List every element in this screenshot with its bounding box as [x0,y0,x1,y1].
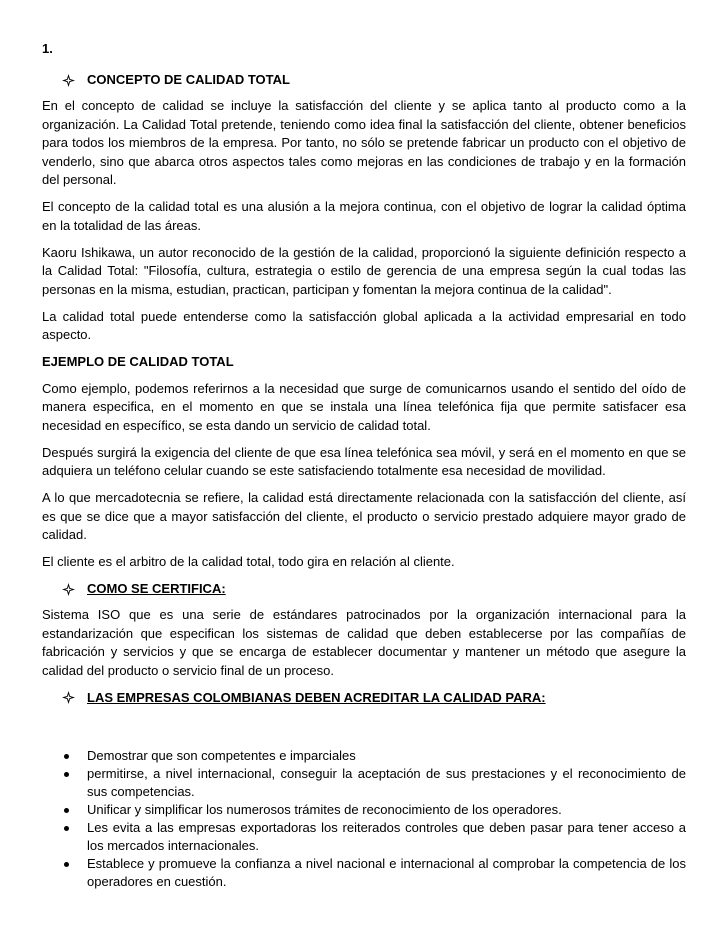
heading-concepto [62,71,686,89]
heading-text: LAS EMPRESAS COLOMBIANAS DEBEN ACREDITAR LA CALIDAD PARA: [87,689,546,705]
list-item [42,765,686,801]
paragraph: La calidad total puede entenderse como la satisfacción global aplicada a la actividad empresarial en todo aspecto. [42,308,686,342]
heading-certifica [62,580,686,598]
bullet-list [42,747,686,891]
bullet-dot-icon [64,772,69,777]
bullet-dot-icon [64,826,69,831]
diamond-bullet-icon [62,691,80,704]
diamond-bullet-icon [62,74,80,87]
paragraph: Después surgirá la exigencia del cliente de que esa línea telefónica sea móvil, y será en el momento en que se adquiera un teléfono celular cuando se este satisfaciendo totalmente esa necesidad de movilidad. [42,444,686,478]
list-item [42,855,686,891]
list-item-text: permitirse, a nivel internacional, conseguir la aceptación de sus prestaciones y el reconocimiento de sus competencias. [87,765,686,799]
paragraph: Kaoru Ishikawa, un autor reconocido de la gestión de la calidad, proporcionó la siguiente definición respecto a la Calidad Total: "Filosofía, cultura, estrategia o estilo de gerencia de una empresa según la cual todas las personas en la misma, estudian, practican, participan y fomentan la mejora continua de la calidad". [42,244,686,297]
paragraph: Sistema ISO que es una serie de estándares patrocinados por la organización internacional para la estandarización que especifican los sistemas de calidad que deben establecerse por las compañías de fabricación y servicios y que se encarga de establecer documentar y mantener un método que asegure la calidad del producto o servicio final de un proceso. [42,607,686,678]
heading-text: CONCEPTO DE CALIDAD TOTAL [87,72,290,87]
diamond-bullet-icon [62,583,80,596]
list-item [42,819,686,855]
bullet-dot-icon [64,808,69,813]
list-item [42,747,686,765]
bullet-dot-icon [64,862,69,867]
heading-ejemplo: EJEMPLO DE CALIDAD TOTAL [42,354,234,369]
heading-text: COMO SE CERTIFICA: [87,581,226,596]
document-page [42,40,686,891]
list-item-text: Les evita a las empresas exportadoras los reiterados controles que deben pasar para tener acceso a los mercados internacionales. [87,819,686,853]
paragraph: En el concepto de calidad se incluye la satisfacción del cliente y se aplica tanto al producto como a la organización. La Calidad Total pretende, teniendo como idea final la satisfacción del cliente, obtener beneficios para todos los miembros de la empresa. Por tanto, no sólo se pretende fabricar un producto con el objetivo de venderlo, sino que abarca otros aspectos tales como mejoras en las condiciones de trabajo y en la formación del personal. [42,98,686,187]
heading-empresas [62,689,686,707]
section-number: 1. [42,41,53,56]
paragraph: El cliente es el arbitro de la calidad total, todo gira en relación al cliente. [42,554,455,569]
bullet-dot-icon [64,754,69,759]
list-item-text: Unificar y simplificar los numerosos trámites de reconocimiento de los operadores. [87,801,562,817]
list-item-text: Demostrar que son competentes e imparciales [87,747,356,763]
list-item-text: Establece y promueve la confianza a nivel nacional e internacional al comprobar la competencia de los operadores en cuestión. [87,855,686,889]
spacer [42,715,686,747]
list-item [42,801,686,819]
paragraph: A lo que mercadotecnia se refiere, la calidad está directamente relacionada con la satisfacción del cliente, así es que se dice que a mayor satisfacción del cliente, el producto o servicio prestado adquiere mayor grado de calidad. [42,490,686,542]
paragraph: Como ejemplo, podemos referirnos a la necesidad que surge de comunicarnos usando el sentido del oído de manera especifica, en el momento en que se instala una línea telefónica fija que permite satisfacer esa necesidad en específico, se esta dando un servicio de calidad total. [42,380,686,433]
paragraph: El concepto de la calidad total es una alusión a la mejora continua, con el objetivo de lograr la calidad óptima en la totalidad de las áreas. [42,199,686,233]
